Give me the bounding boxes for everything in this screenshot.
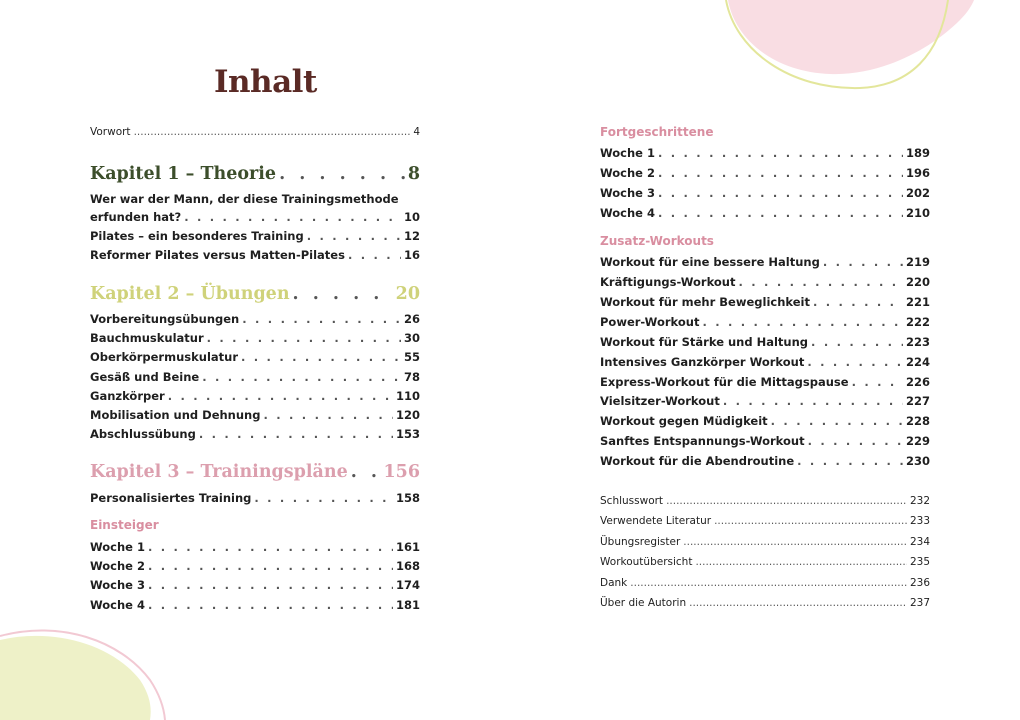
entry-label: Über die Autorin [600,597,687,609]
entry-page: 228 [905,414,930,428]
entry-label: Woche 2 [90,559,145,573]
entry-label: erfunden hat? [90,210,182,224]
toc-entry [90,248,420,262]
toc-entry-end [600,577,930,589]
entry-page: 110 [395,389,420,403]
entry-page: 4 [413,126,420,138]
entry-label: Verwendete Literatur [600,515,712,527]
entry-label: Sanftes Entspannungs-Workout [600,434,805,448]
chapter-label: Kapitel 3 – Trainingspläne [90,462,348,482]
entry-label: Woche 3 [90,578,145,592]
entry-page: 219 [905,255,930,269]
leader-dots [797,454,903,468]
toc-entry [90,331,420,345]
chapter-label: Kapitel 2 – Übungen [90,284,290,304]
entry-page: 189 [905,146,930,160]
entry-page: 222 [905,315,930,329]
toc-entry [600,375,930,389]
toc-entry [600,275,930,289]
toc-entry [90,389,420,403]
leader-dots [714,515,907,527]
leader-dots [134,126,411,138]
entry-label: Vorwort [90,126,131,138]
leader-dots [658,186,903,200]
toc-right-column [600,0,930,720]
leader-dots [683,536,907,548]
toc-entry [600,315,930,329]
entry-page: 78 [403,370,420,384]
entry-page: 220 [905,275,930,289]
chapter-heading-3 [90,462,420,482]
entry-label: Reformer Pilates versus Matten-Pilates [90,248,345,262]
entry-label: Workout für Stärke und Haltung [600,335,809,349]
toc-entry [600,186,930,200]
toc-entry [600,166,930,180]
leader-dots [254,491,393,505]
chapter-page: 8 [407,164,420,184]
entry-page: 153 [395,427,420,441]
entry-label: Woche 2 [600,166,655,180]
entry-page: 120 [395,408,420,422]
entry-label: Gesäß und Beine [90,370,200,384]
toc-entry [90,559,420,573]
entry-page: 196 [905,166,930,180]
entry-page: 237 [909,597,930,609]
entry-label: Woche 1 [600,146,655,160]
entry-label: Kräftigungs-Workout [600,275,736,289]
leader-dots [630,577,907,589]
entry-label: Schlusswort [600,495,664,507]
leader-dots [148,578,393,592]
toc-entry-end [600,536,930,548]
toc-entry-end [600,515,930,527]
toc-entry-end [600,556,930,568]
entry-label: Intensives Ganzkörper Workout [600,355,805,369]
toc-entry [600,335,930,349]
entry-label: Express-Workout für die Mittagspause [600,375,849,389]
entry-page: 221 [905,295,930,309]
leader-dots [241,350,401,364]
entry-page: 210 [905,206,930,220]
entry-page: 16 [403,248,420,262]
leader-dots [823,255,903,269]
toc-entry [90,408,420,422]
entry-page: 224 [905,355,930,369]
entry-page: 223 [905,335,930,349]
entry-label: Mobilisation und Dehnung [90,408,261,422]
toc-entry-line: Wer war der Mann, der diese Trainingsmethode [90,192,399,206]
entry-page: 236 [909,577,930,589]
entry-label: Abschlussübung [90,427,196,441]
leader-dots [702,315,903,329]
leader-dots [184,210,401,224]
toc-entry [600,355,930,369]
entry-page: 26 [403,312,420,326]
entry-label: Woche 1 [90,540,145,554]
entry-label: Woche 4 [90,598,145,612]
leader-dots [739,275,903,289]
entry-page: 158 [395,491,420,505]
entry-page: 234 [909,536,930,548]
toc-entry [600,394,930,408]
toc-entry [90,312,420,326]
leader-dots [807,355,903,369]
toc-entry [90,540,420,554]
toc-entry [600,206,930,220]
leader-dots [168,389,393,403]
entry-page: 233 [909,515,930,527]
leader-dots [263,408,393,422]
leader-dots [658,146,903,160]
toc-entry [600,454,930,468]
entry-label: Übungsregister [600,536,681,548]
entry-label: Workout für mehr Beweglichkeit [600,295,810,309]
toc-entry [600,295,930,309]
leader-dots [202,370,401,384]
page-title: Inhalt [214,64,317,100]
leader-dots [148,559,393,573]
toc-entry-end [600,495,930,507]
entry-page: 30 [403,331,420,345]
entry-label: Workoutübersicht [600,556,693,568]
toc-entry [600,414,930,428]
entry-page: 235 [909,556,930,568]
leader-dots [199,427,393,441]
entry-page: 226 [905,375,930,389]
leader-dots [307,229,401,243]
entry-page: 230 [905,454,930,468]
entry-page: 229 [905,434,930,448]
toc-entry [90,578,420,592]
chapter-page: 20 [395,284,420,304]
entry-label: Workout für die Abendroutine [600,454,795,468]
leader-dots [811,335,903,349]
chapter-page: 156 [383,462,420,482]
leader-dots [808,434,903,448]
entry-page: 202 [905,186,930,200]
leader-dots [207,331,401,345]
section-heading-einsteiger: Einsteiger [90,518,159,532]
toc-entry [600,255,930,269]
leader-dots [279,164,405,184]
toc-entry [90,427,420,441]
entry-page: 55 [403,350,420,364]
entry-label: Workout für eine bessere Haltung [600,255,820,269]
toc-entry [90,229,420,243]
entry-label: Oberkörpermuskulatur [90,350,239,364]
entry-label: Vielsitzer-Workout [600,394,720,408]
leader-dots [723,394,903,408]
entry-page: 181 [395,598,420,612]
leader-dots [666,495,907,507]
toc-entry-end [600,597,930,609]
toc-entry-vorwort [90,126,420,138]
chapter-heading-2 [90,284,420,304]
toc-entry [600,434,930,448]
entry-label: Vorbereitungsübungen [90,312,240,326]
leader-dots [658,206,903,220]
chapter-heading-1 [90,164,420,184]
entry-label: Personalisiertes Training [90,491,252,505]
section-heading-zusatz-workouts: Zusatz-Workouts [600,234,714,248]
toc-entry [90,370,420,384]
entry-label: Pilates – ein besonderes Training [90,229,304,243]
leader-dots [695,556,907,568]
entry-page: 174 [395,578,420,592]
leader-dots [148,598,393,612]
toc-entry [90,210,420,224]
toc-left-column [90,0,420,720]
leader-dots [242,312,401,326]
leader-dots [148,540,393,554]
leader-dots [689,597,907,609]
chapter-label: Kapitel 1 – Theorie [90,164,277,184]
entry-label: Dank [600,577,628,589]
entry-page: 161 [395,540,420,554]
leader-dots [293,284,393,304]
entry-page: 12 [403,229,420,243]
entry-page: 232 [909,495,930,507]
leader-dots [658,166,903,180]
leader-dots [852,375,903,389]
toc-entry [90,350,420,364]
leader-dots [348,248,401,262]
entry-label: Woche 3 [600,186,655,200]
entry-label: Ganzkörper [90,389,165,403]
leader-dots [771,414,903,428]
toc-entry [90,598,420,612]
entry-label: Woche 4 [600,206,655,220]
entry-label: Bauchmuskulatur [90,331,204,345]
entry-label: Workout gegen Müdigkeit [600,414,768,428]
toc-entry [600,146,930,160]
entry-label: Power-Workout [600,315,700,329]
entry-page: 168 [395,559,420,573]
toc-entry [90,491,420,505]
entry-page: 10 [403,210,420,224]
leader-dots [351,462,381,482]
entry-page: 227 [905,394,930,408]
leader-dots [813,295,903,309]
section-heading-fortgeschrittene: Fortgeschrittene [600,125,714,139]
